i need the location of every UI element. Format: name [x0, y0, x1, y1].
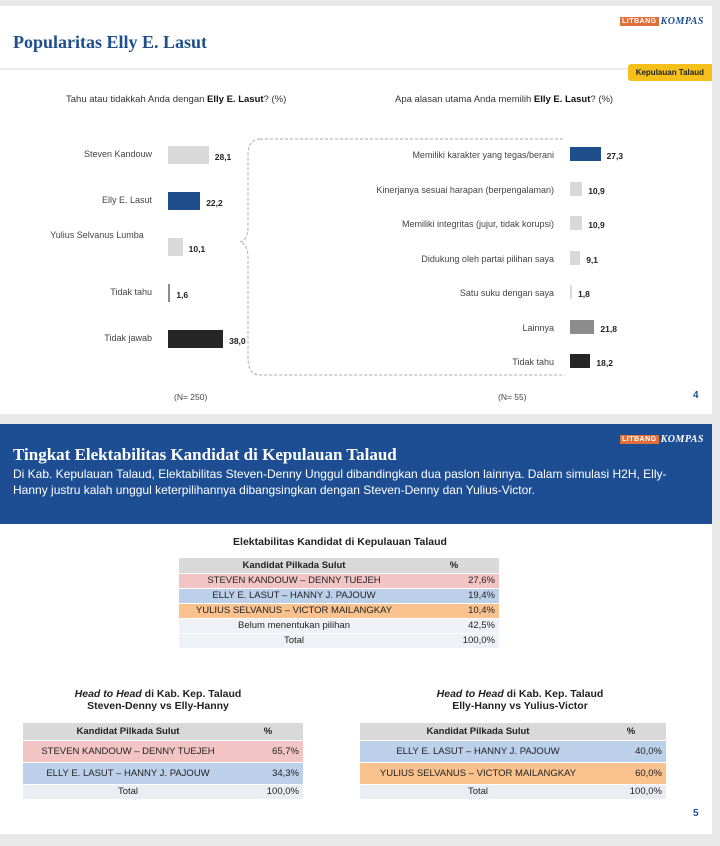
main-table-title: Elektabilitas Kandidat di Kepulauan Talaud: [233, 536, 447, 548]
litbang-tag: LITBANG: [622, 436, 657, 443]
h2h-left-table: [23, 723, 303, 800]
category-label-steven-kandouw: Steven Kandouw: [83, 149, 152, 159]
kompas-wordmark: KOMPAS: [660, 16, 704, 27]
value-label-didukung-oleh-partai-pilihan-saya: 9,1: [586, 254, 599, 265]
h2h-right-title: Head to Head di Kab. Kep. Talaud Elly-Hanny vs Yulius-Victor: [436, 688, 604, 712]
table-header: Kandidat Pilkada Sulut %: [360, 723, 666, 740]
right-sample-size: (N= 55): [498, 392, 527, 402]
page-title: Popularitas Elly E. Lasut: [13, 32, 208, 52]
page-number: 5: [693, 808, 699, 819]
table-row: Belum menentukan pilihan 42,5%: [179, 618, 499, 633]
category-label-memiliki-karakter-yang-tegas-berani: Memiliki karakter yang tegas/berani: [412, 150, 554, 160]
bar-tidak-jawab: [168, 330, 223, 348]
category-label-satu-suku-dengan-saya: Satu suku dengan saya: [459, 288, 554, 298]
value-label-tidak-jawab: 38,0: [229, 336, 246, 346]
right-question: Apa alasan utama Anda memilih Elly E. Lasut? (%): [395, 94, 614, 105]
left-sample-size: (N= 250): [174, 392, 208, 402]
category-label-didukung-oleh-partai-pilihan-saya: Didukung oleh partai pilihan saya: [421, 253, 554, 264]
section-description: Di Kab. Kepulauan Talaud, Elektabilitas Steven-Denny Unggul dibandingkan dua paslon lainnya. Dalam simulasi H2H, Elly-Hanny justru kalah unggul keterpilihannya dibangsingkan dengan Steven-Denny dan Yulius-Victor.: [13, 467, 667, 497]
value-label-memiliki-karakter-yang-tegas-berani: 27,3: [606, 151, 624, 161]
litbang-tag: LITBANG: [622, 18, 657, 25]
value-label-tidak-tahu: 18,2: [596, 358, 613, 368]
table-row: YULIUS SELVANUS – VICTOR MAILANGKAY 60,0%: [360, 762, 666, 784]
category-label-lainnya: Lainnya: [522, 322, 554, 333]
bar-elly-e-lasut: [168, 192, 200, 210]
h2h-right-table: [360, 723, 666, 800]
table-row: ELLY E. LASUT – HANNY J. PAJOUW 40,0%: [360, 740, 666, 762]
table-row: YULIUS SELVANUS – VICTOR MAILANGKAY 10,4%: [179, 603, 499, 618]
slide-popularity: [0, 6, 712, 414]
table-row: STEVEN KANDOUW – DENNY TUEJEH 27,6%: [179, 573, 499, 588]
divider: [0, 68, 712, 70]
table-row: ELLY E. LASUT – HANNY J. PAJOUW 34,3%: [23, 762, 303, 784]
value-label-lainnya: 21,8: [600, 323, 617, 334]
bar-steven-kandouw: [168, 146, 209, 164]
table-row-total: Total 100,0%: [360, 784, 666, 799]
kompas-wordmark: KOMPAS: [660, 434, 704, 445]
kompas-logo: [620, 434, 704, 445]
electability-table: [179, 558, 499, 649]
value-label-steven-kandouw: 28,1: [214, 152, 232, 162]
category-label-tidak-tahu: Tidak tahu: [512, 357, 554, 367]
dashed-brace: [240, 136, 580, 381]
category-label-tidak-tahu: Tidak tahu: [110, 287, 152, 297]
category-label-tidak-jawab: Tidak jawab: [104, 333, 152, 343]
value-label-elly-e-lasut: 22,2: [206, 198, 223, 208]
value-label-yulius-selvanus-lumba: 10,1: [188, 244, 206, 254]
value-label-memiliki-integritas-jujur-tidak-korupsi: 10,9: [588, 220, 605, 230]
table-row: ELLY E. LASUT – HANNY J. PAJOUW 19,4%: [179, 588, 499, 603]
bar-yulius-selvanus-lumba: [168, 238, 183, 256]
kompas-logo: [620, 16, 704, 27]
slide-electability: [0, 424, 712, 834]
section-title: Tingkat Elektabilitas Kandidat di Kepulauan Talaud: [13, 445, 397, 464]
page-number: 4: [693, 390, 699, 401]
table-header: Kandidat Pilkada Sulut %: [179, 558, 499, 573]
left-question: Tahu atau tidakkah Anda dengan Elly E. Lasut? (%): [66, 94, 287, 105]
value-label-satu-suku-dengan-saya: 1,8: [578, 289, 590, 299]
table-row: STEVEN KANDOUW – DENNY TUEJEH 65,7%: [23, 740, 303, 762]
category-label-kinerjanya-sesuai-harapan-berpengalaman: Kinerjanya sesuai harapan (berpengalaman): [376, 184, 554, 195]
table-row-total: Total 100,0%: [23, 784, 303, 799]
category-label-yulius-selvanus-lumba: Yulius Selvanus Lumba: [50, 230, 144, 240]
category-label-elly-e-lasut: Elly E. Lasut: [101, 195, 152, 205]
category-label-memiliki-integritas-jujur-tidak-korupsi: Memiliki integritas (jujur, tidak korupsi): [401, 219, 554, 229]
table-row-total: Total 100,0%: [179, 633, 499, 648]
value-label-tidak-tahu: 1,6: [176, 290, 189, 300]
table-header: Kandidat Pilkada Sulut %: [23, 723, 303, 740]
bar-tidak-tahu: [168, 284, 170, 302]
region-badge: Kepulauan Talaud: [628, 64, 712, 81]
value-label-kinerjanya-sesuai-harapan-berpengalaman: 10,9: [588, 185, 605, 196]
h2h-left-title: Head to Head di Kab. Kep. Talaud Steven-Denny vs Elly-Hanny: [74, 688, 242, 712]
